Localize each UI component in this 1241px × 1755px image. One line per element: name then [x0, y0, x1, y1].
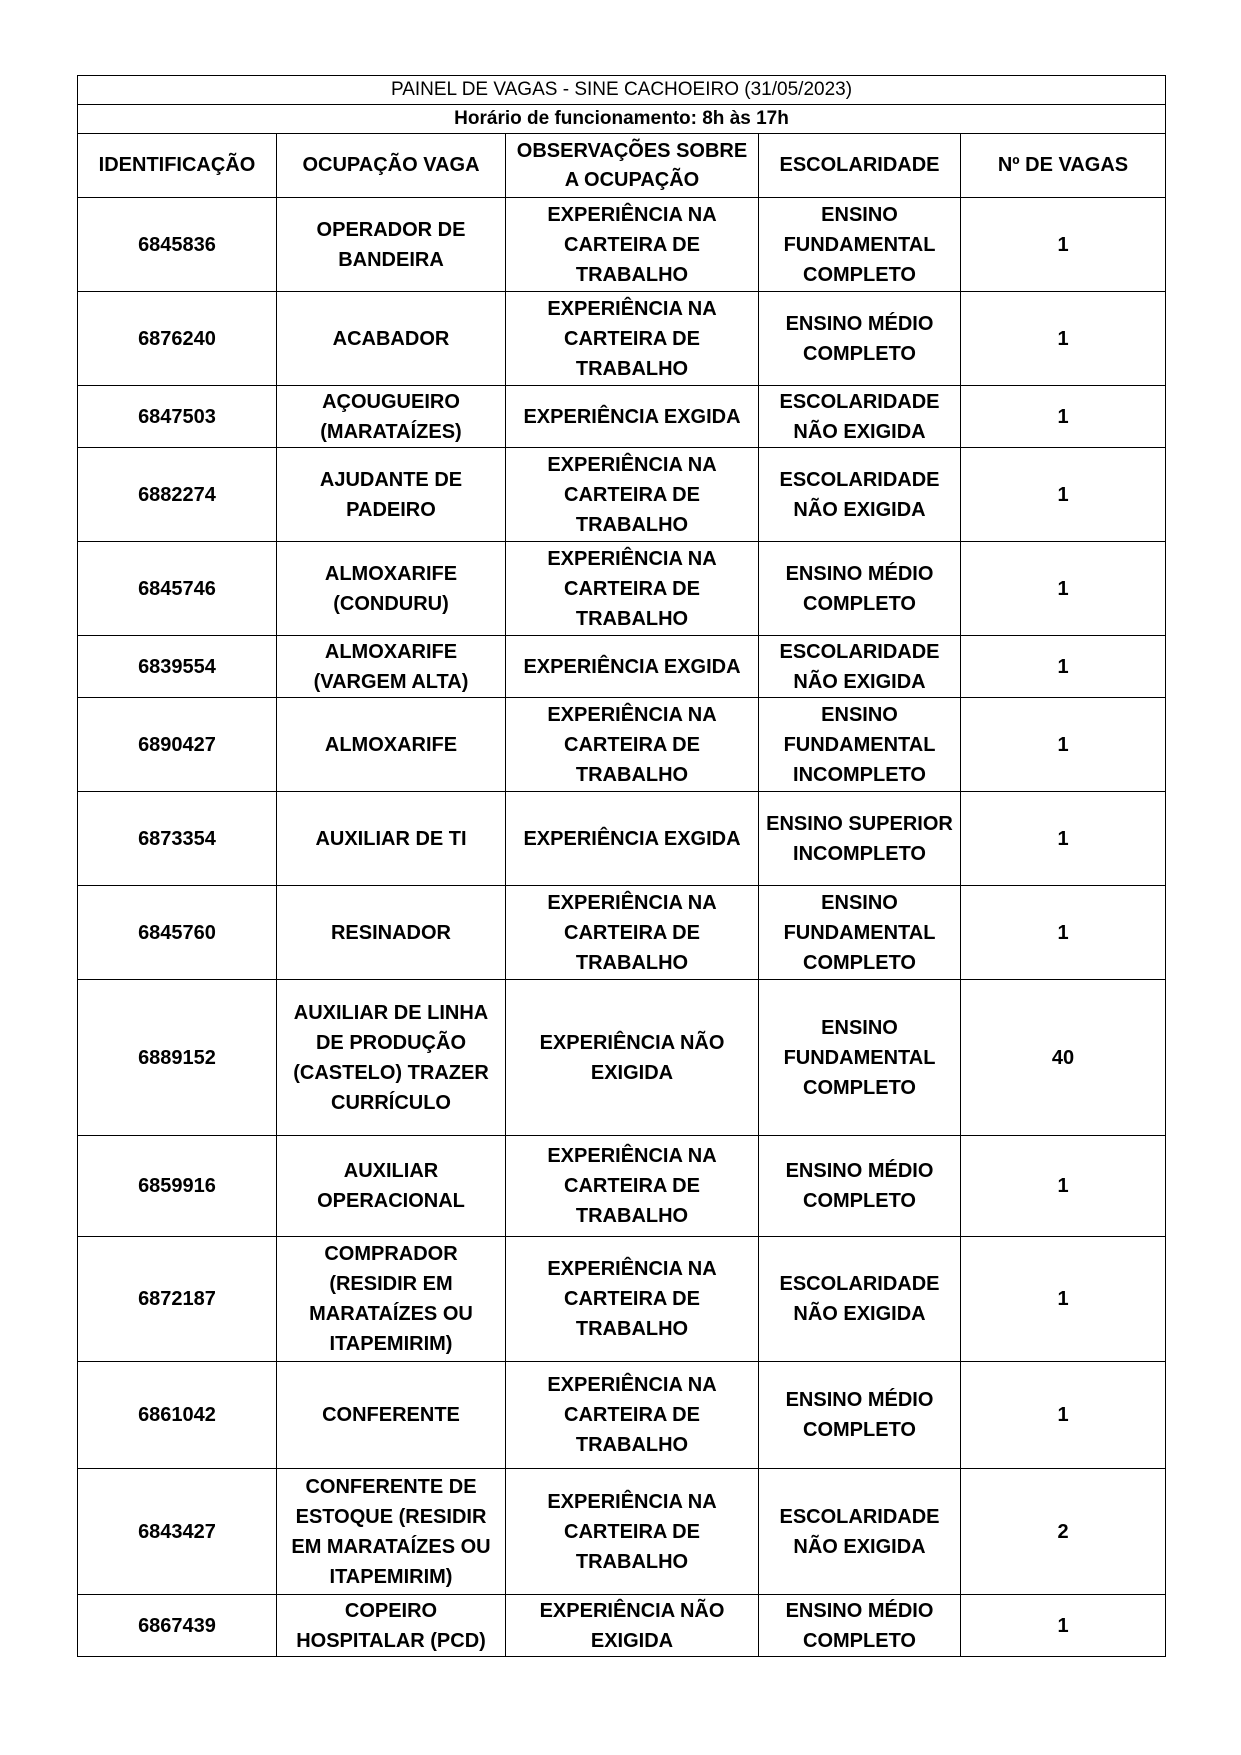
cell-escolaridade: ESCOLARIDADE NÃO EXIGIDA [759, 448, 961, 542]
cell-ocupacao: AJUDANTE DE PADEIRO [277, 448, 506, 542]
cell-obs: EXPERIÊNCIA NA CARTEIRA DE TRABALHO [506, 886, 759, 980]
cell-obs: EXPERIÊNCIA NA CARTEIRA DE TRABALHO [506, 1469, 759, 1595]
cell-obs: EXPERIÊNCIA NA CARTEIRA DE TRABALHO [506, 542, 759, 636]
cell-vagas: 1 [961, 1595, 1166, 1657]
table-row [78, 636, 1166, 698]
cell-id: 6847503 [78, 386, 277, 448]
table-row [78, 1469, 1166, 1595]
cell-escolaridade: ENSINO MÉDIO COMPLETO [759, 1595, 961, 1657]
cell-id: 6843427 [78, 1469, 277, 1595]
table-row [78, 1237, 1166, 1362]
cell-obs: EXPERIÊNCIA NA CARTEIRA DE TRABALHO [506, 1136, 759, 1237]
cell-ocupacao: ALMOXARIFE (VARGEM ALTA) [277, 636, 506, 698]
cell-vagas: 1 [961, 886, 1166, 980]
cell-obs: EXPERIÊNCIA NA CARTEIRA DE TRABALHO [506, 198, 759, 292]
job-table [77, 75, 1166, 1657]
cell-obs: EXPERIÊNCIA NÃO EXIGIDA [506, 1595, 759, 1657]
cell-id: 6873354 [78, 792, 277, 886]
cell-vagas: 1 [961, 386, 1166, 448]
cell-escolaridade: ENSINO FUNDAMENTAL COMPLETO [759, 980, 961, 1136]
cell-id: 6861042 [78, 1362, 277, 1469]
col-header-ocupacao: OCUPAÇÃO VAGA [277, 134, 506, 198]
cell-ocupacao: COMPRADOR (RESIDIR EM MARATAÍZES OU ITAPEMIRIM) [277, 1237, 506, 1362]
cell-ocupacao: RESINADOR [277, 886, 506, 980]
cell-id: 6872187 [78, 1237, 277, 1362]
cell-obs: EXPERIÊNCIA EXGIDA [506, 636, 759, 698]
cell-escolaridade: ENSINO FUNDAMENTAL COMPLETO [759, 886, 961, 980]
cell-escolaridade: ESCOLARIDADE NÃO EXIGIDA [759, 636, 961, 698]
cell-escolaridade: ENSINO FUNDAMENTAL INCOMPLETO [759, 698, 961, 792]
table-row [78, 698, 1166, 792]
cell-ocupacao: AÇOUGUEIRO (MARATAÍZES) [277, 386, 506, 448]
table-row [78, 448, 1166, 542]
cell-obs: EXPERIÊNCIA NA CARTEIRA DE TRABALHO [506, 1362, 759, 1469]
cell-id: 6859916 [78, 1136, 277, 1237]
cell-escolaridade: ENSINO MÉDIO COMPLETO [759, 1136, 961, 1237]
cell-vagas: 1 [961, 636, 1166, 698]
cell-obs: EXPERIÊNCIA NA CARTEIRA DE TRABALHO [506, 448, 759, 542]
cell-ocupacao: AUXILIAR DE LINHA DE PRODUÇÃO (CASTELO) TRAZER CURRÍCULO [277, 980, 506, 1136]
cell-ocupacao: COPEIRO HOSPITALAR (PCD) [277, 1595, 506, 1657]
cell-escolaridade: ENSINO MÉDIO COMPLETO [759, 1362, 961, 1469]
cell-obs: EXPERIÊNCIA NA CARTEIRA DE TRABALHO [506, 1237, 759, 1362]
table-row [78, 1595, 1166, 1657]
cell-id: 6839554 [78, 636, 277, 698]
cell-vagas: 1 [961, 542, 1166, 636]
cell-escolaridade: ENSINO MÉDIO COMPLETO [759, 292, 961, 386]
cell-id: 6845836 [78, 198, 277, 292]
cell-vagas: 1 [961, 1237, 1166, 1362]
cell-vagas: 1 [961, 448, 1166, 542]
table-row [78, 1136, 1166, 1237]
cell-ocupacao: CONFERENTE [277, 1362, 506, 1469]
cell-ocupacao: ACABADOR [277, 292, 506, 386]
table-row [78, 980, 1166, 1136]
cell-vagas: 40 [961, 980, 1166, 1136]
table-row [78, 542, 1166, 636]
table-row [78, 886, 1166, 980]
cell-vagas: 1 [961, 1362, 1166, 1469]
cell-id: 6876240 [78, 292, 277, 386]
cell-obs: EXPERIÊNCIA NÃO EXIGIDA [506, 980, 759, 1136]
col-header-observacoes: OBSERVAÇÕES SOBRE A OCUPAÇÃO [506, 134, 759, 198]
cell-id: 6867439 [78, 1595, 277, 1657]
cell-vagas: 1 [961, 792, 1166, 886]
col-header-identificacao: IDENTIFICAÇÃO [78, 134, 277, 198]
cell-ocupacao: CONFERENTE DE ESTOQUE (RESIDIR EM MARATAÍZES OU ITAPEMIRIM) [277, 1469, 506, 1595]
opening-hours: Horário de funcionamento: 8h às 17h [78, 105, 1166, 134]
cell-vagas: 1 [961, 1136, 1166, 1237]
table-row [78, 386, 1166, 448]
cell-id: 6890427 [78, 698, 277, 792]
cell-vagas: 1 [961, 698, 1166, 792]
cell-obs: EXPERIÊNCIA EXGIDA [506, 386, 759, 448]
cell-obs: EXPERIÊNCIA NA CARTEIRA DE TRABALHO [506, 292, 759, 386]
cell-escolaridade: ENSINO FUNDAMENTAL COMPLETO [759, 198, 961, 292]
cell-obs: EXPERIÊNCIA EXGIDA [506, 792, 759, 886]
cell-vagas: 2 [961, 1469, 1166, 1595]
cell-obs: EXPERIÊNCIA NA CARTEIRA DE TRABALHO [506, 698, 759, 792]
cell-ocupacao: AUXILIAR OPERACIONAL [277, 1136, 506, 1237]
cell-ocupacao: OPERADOR DE BANDEIRA [277, 198, 506, 292]
col-header-escolaridade: ESCOLARIDADE [759, 134, 961, 198]
cell-escolaridade: ENSINO MÉDIO COMPLETO [759, 542, 961, 636]
table-row [78, 1362, 1166, 1469]
cell-id: 6845760 [78, 886, 277, 980]
cell-id: 6845746 [78, 542, 277, 636]
cell-escolaridade: ENSINO SUPERIOR INCOMPLETO [759, 792, 961, 886]
cell-vagas: 1 [961, 198, 1166, 292]
cell-id: 6882274 [78, 448, 277, 542]
cell-escolaridade: ESCOLARIDADE NÃO EXIGIDA [759, 1469, 961, 1595]
table-row [78, 292, 1166, 386]
cell-ocupacao: AUXILIAR DE TI [277, 792, 506, 886]
cell-ocupacao: ALMOXARIFE [277, 698, 506, 792]
cell-escolaridade: ESCOLARIDADE NÃO EXIGIDA [759, 386, 961, 448]
job-panel-document [77, 75, 1165, 1657]
table-row [78, 792, 1166, 886]
table-row [78, 198, 1166, 292]
col-header-vagas: Nº DE VAGAS [961, 134, 1166, 198]
panel-title: PAINEL DE VAGAS - SINE CACHOEIRO (31/05/2023) [78, 76, 1166, 105]
cell-escolaridade: ESCOLARIDADE NÃO EXIGIDA [759, 1237, 961, 1362]
cell-id: 6889152 [78, 980, 277, 1136]
cell-ocupacao: ALMOXARIFE (CONDURU) [277, 542, 506, 636]
cell-vagas: 1 [961, 292, 1166, 386]
